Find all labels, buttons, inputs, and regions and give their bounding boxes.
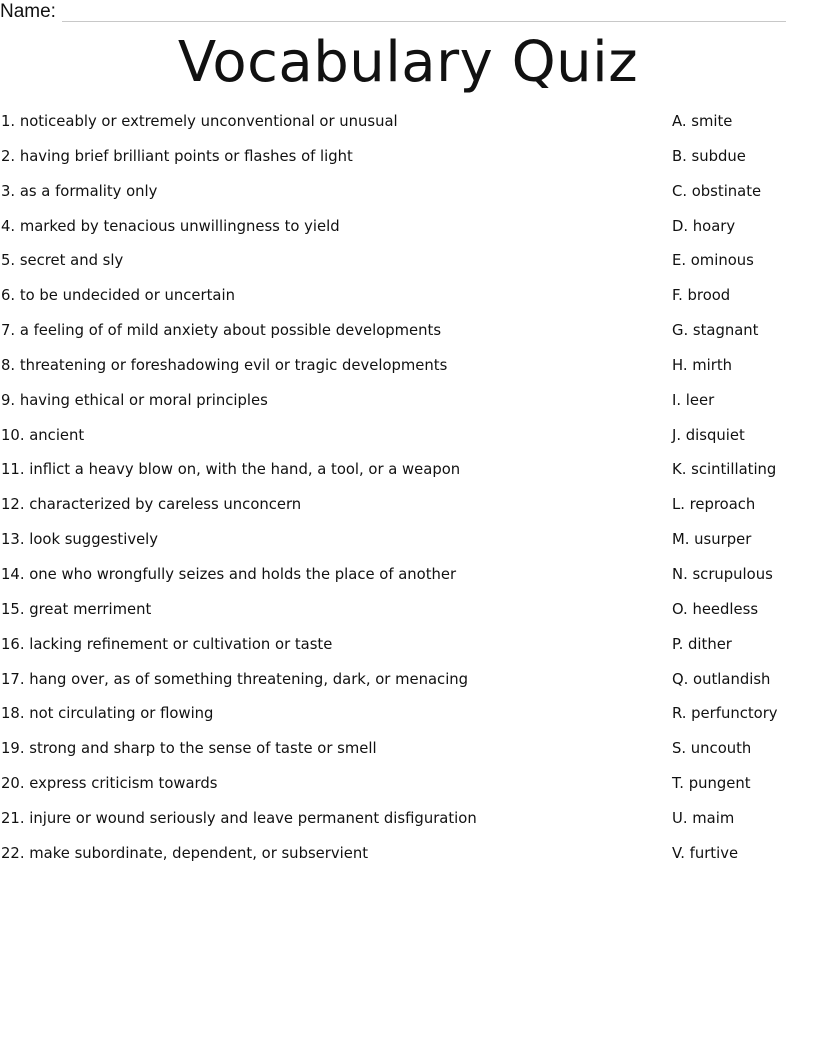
clue-text: 11. inflict a heavy blow on, with the hand, a tool, or a weapon (1, 461, 461, 479)
answer-option: U. maim (672, 809, 735, 827)
quiz-row (0, 635, 816, 670)
quiz-row (0, 426, 816, 461)
answer-option: H. mirth (672, 356, 733, 374)
answer-option: N. scrupulous (672, 565, 773, 583)
clue-text: 22. make subordinate, dependent, or subservient (1, 844, 369, 862)
answer-option: B. subdue (672, 147, 746, 165)
clue-text: 9. having ethical or moral principles (1, 391, 268, 409)
quiz-row (0, 286, 816, 321)
clue-text: 16. lacking refinement or cultivation or taste (1, 635, 333, 653)
answer-option: E. ominous (672, 252, 754, 270)
clue-text: 4. marked by tenacious unwillingness to yield (1, 217, 340, 235)
quiz-row (0, 739, 816, 774)
clue-text: 1. noticeably or extremely unconventional or unusual (1, 113, 398, 130)
answer-option: L. reproach (672, 496, 756, 514)
quiz-row (0, 356, 816, 391)
name-line (62, 4, 786, 22)
name-row (0, 0, 786, 22)
answer-option: O. heedless (672, 600, 759, 618)
quiz-row (0, 460, 816, 495)
name-label: Name: (0, 1, 56, 22)
quiz-row (0, 217, 816, 252)
answer-option: Q. outlandish (672, 670, 771, 688)
answer-option: R. perfunctory (672, 705, 778, 723)
clue-text: 12. characterized by careless unconcern (1, 496, 302, 514)
answer-option: T. pungent (672, 775, 751, 793)
quiz-row (0, 704, 816, 739)
clue-text: 15. great merriment (1, 600, 152, 618)
quiz-list (0, 112, 816, 879)
clue-text: 21. injure or wound seriously and leave permanent disfiguration (1, 809, 477, 827)
quiz-row (0, 147, 816, 182)
answer-option: F. brood (672, 287, 731, 305)
quiz-row (0, 600, 816, 635)
page-title: Vocabulary Quiz (177, 30, 639, 95)
quiz-row (0, 391, 816, 426)
quiz-row (0, 774, 816, 809)
quiz-row (0, 112, 816, 147)
answer-option: G. stagnant (672, 322, 759, 340)
clue-text: 3. as a formality only (1, 182, 158, 200)
clue-text: 2. having brief brilliant points or flashes of light (1, 147, 353, 165)
clue-text: 19. strong and sharp to the sense of taste or smell (1, 740, 377, 758)
answer-option: S. uncouth (672, 740, 752, 758)
clue-text: 14. one who wrongfully seizes and holds the place of another (1, 565, 457, 583)
answer-option: C. obstinate (672, 182, 762, 200)
answer-option: I. leer (672, 391, 715, 409)
quiz-row (0, 565, 816, 600)
quiz-row (0, 670, 816, 705)
answer-option: J. disquiet (672, 426, 745, 444)
clue-text: 6. to be undecided or uncertain (1, 287, 235, 305)
clue-text: 5. secret and sly (1, 252, 124, 270)
quiz-row (0, 844, 816, 879)
quiz-row (0, 530, 816, 565)
clue-text: 17. hang over, as of something threatening, dark, or menacing (1, 670, 469, 688)
clue-text: 20. express criticism towards (1, 775, 218, 793)
clue-text: 8. threatening or foreshadowing evil or tragic developments (1, 356, 448, 374)
clue-text: 10. ancient (1, 426, 85, 444)
clue-text: 18. not circulating or flowing (1, 705, 214, 723)
answer-option: A. smite (672, 113, 733, 130)
quiz-row (0, 251, 816, 286)
answer-option: P. dither (672, 635, 732, 653)
answer-option: M. usurper (672, 531, 752, 549)
answer-option: D. hoary (672, 217, 736, 235)
answer-option: K. scintillating (672, 461, 777, 479)
quiz-row (0, 809, 816, 844)
quiz-row (0, 182, 816, 217)
quiz-row (0, 495, 816, 530)
clue-text: 13. look suggestively (1, 531, 159, 549)
clue-text: 7. a feeling of of mild anxiety about possible developments (1, 322, 442, 340)
quiz-row (0, 321, 816, 356)
answer-option: V. furtive (672, 844, 739, 862)
